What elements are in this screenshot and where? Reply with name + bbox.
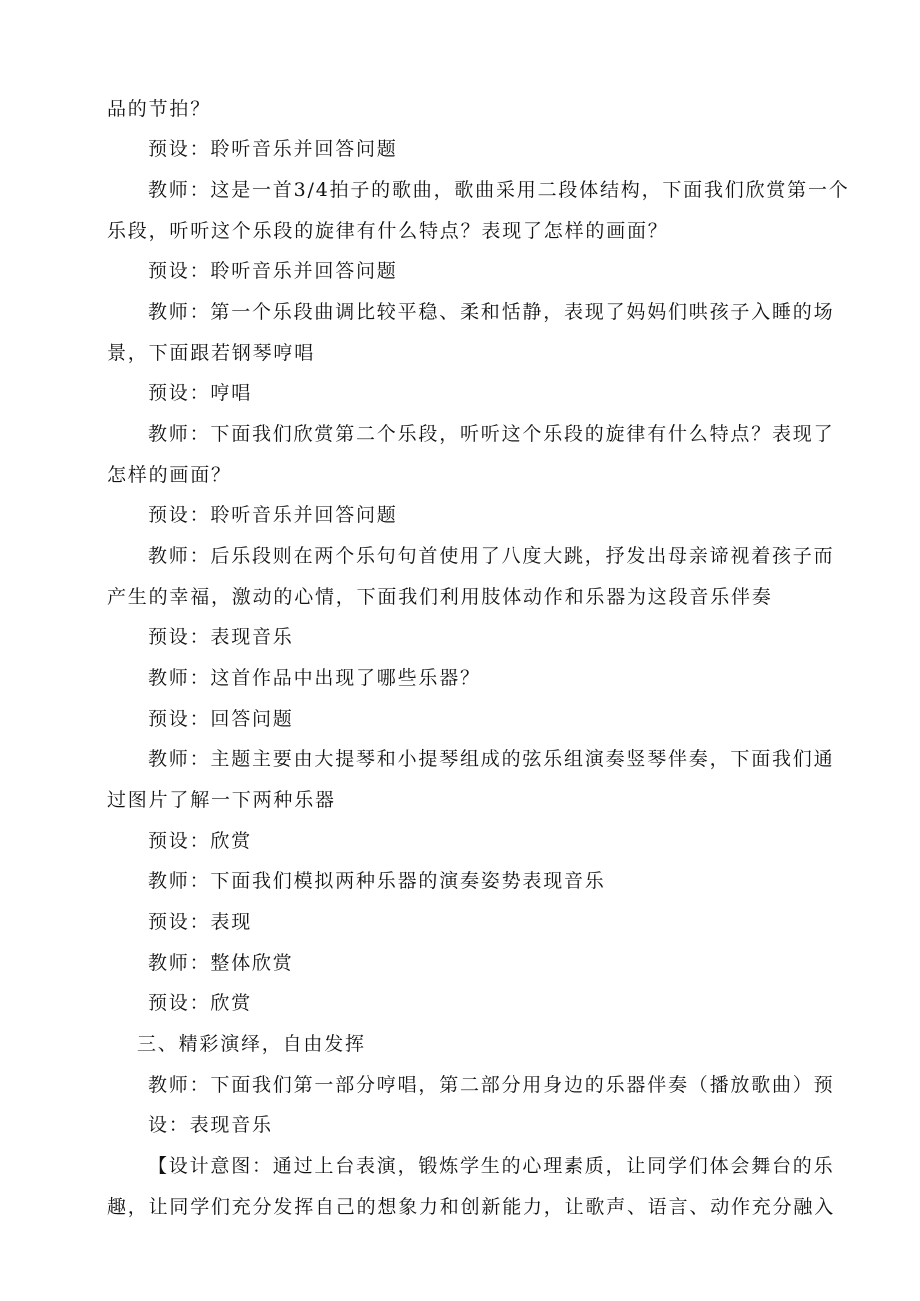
text-line: 教师：主题主要由大提琴和小提琴组成的弦乐组演奏竖琴伴奏，下面我们通	[148, 748, 835, 770]
text-line: 教师：下面我们第一部分哼唱，第二部分用身边的乐器伴奏（播放歌曲）预	[148, 1074, 835, 1096]
text-line: 景，下面跟若钢琴哼唱	[107, 342, 316, 364]
text-line: 过图片了解一下两种乐器	[107, 789, 336, 811]
text-line: 预设：欣赏	[148, 830, 253, 852]
text-line: 教师：下面我们欣赏第二个乐段，听听这个乐段的旋律有什么特点？表现了	[148, 423, 835, 445]
text-line: 预设：表现	[148, 911, 253, 933]
text-line: 预设：回答问题	[148, 708, 294, 730]
text-line: 【设计意图：通过上台表演，锻炼学生的心理素质，让同学们体会舞台的乐	[148, 1155, 835, 1177]
text-line: 预设：聆听音乐并回答问题	[148, 260, 398, 282]
text-line: 预设：欣赏	[148, 992, 253, 1014]
text-line: 教师：整体欣赏	[148, 952, 294, 974]
text-line: 设：表现音乐	[148, 1114, 273, 1136]
text-line: 预设：聆听音乐并回答问题	[148, 138, 398, 160]
section-heading: 三、精彩演绎，自由发挥	[137, 1033, 366, 1055]
text-line: 教师：下面我们模拟两种乐器的演奏姿势表现音乐	[148, 870, 606, 892]
text-line: 怎样的画面？	[107, 464, 232, 486]
text-line: 预设：哼唱	[148, 382, 253, 404]
text-line: 预设：聆听音乐并回答问题	[148, 504, 398, 526]
text-line: 产生的幸福，激动的心情，下面我们利用肢体动作和乐器为这段音乐伴奏	[107, 586, 773, 608]
text-line: 教师：这首作品中出现了哪些乐器？	[148, 667, 481, 689]
text-line: 教师：后乐段则在两个乐句句首使用了八度大跳，抒发出母亲谛视着孩子而	[148, 545, 835, 567]
text-line: 乐段，听听这个乐段的旋律有什么特点？表现了怎样的画面？	[107, 220, 669, 242]
text-line: 教师：这是一首3/4拍子的歌曲，歌曲采用二段体结构，下面我们欣赏第一个	[148, 179, 850, 201]
text-line: 趣，让同学们充分发挥自己的想象力和创新能力，让歌声、语言、动作充分融入	[107, 1196, 836, 1218]
text-line: 品的节拍？	[107, 98, 212, 120]
text-line: 教师：第一个乐段曲调比较平稳、柔和恬静，表现了妈妈们哄孩子入睡的场	[148, 301, 835, 323]
text-line: 预设：表现音乐	[148, 626, 294, 648]
